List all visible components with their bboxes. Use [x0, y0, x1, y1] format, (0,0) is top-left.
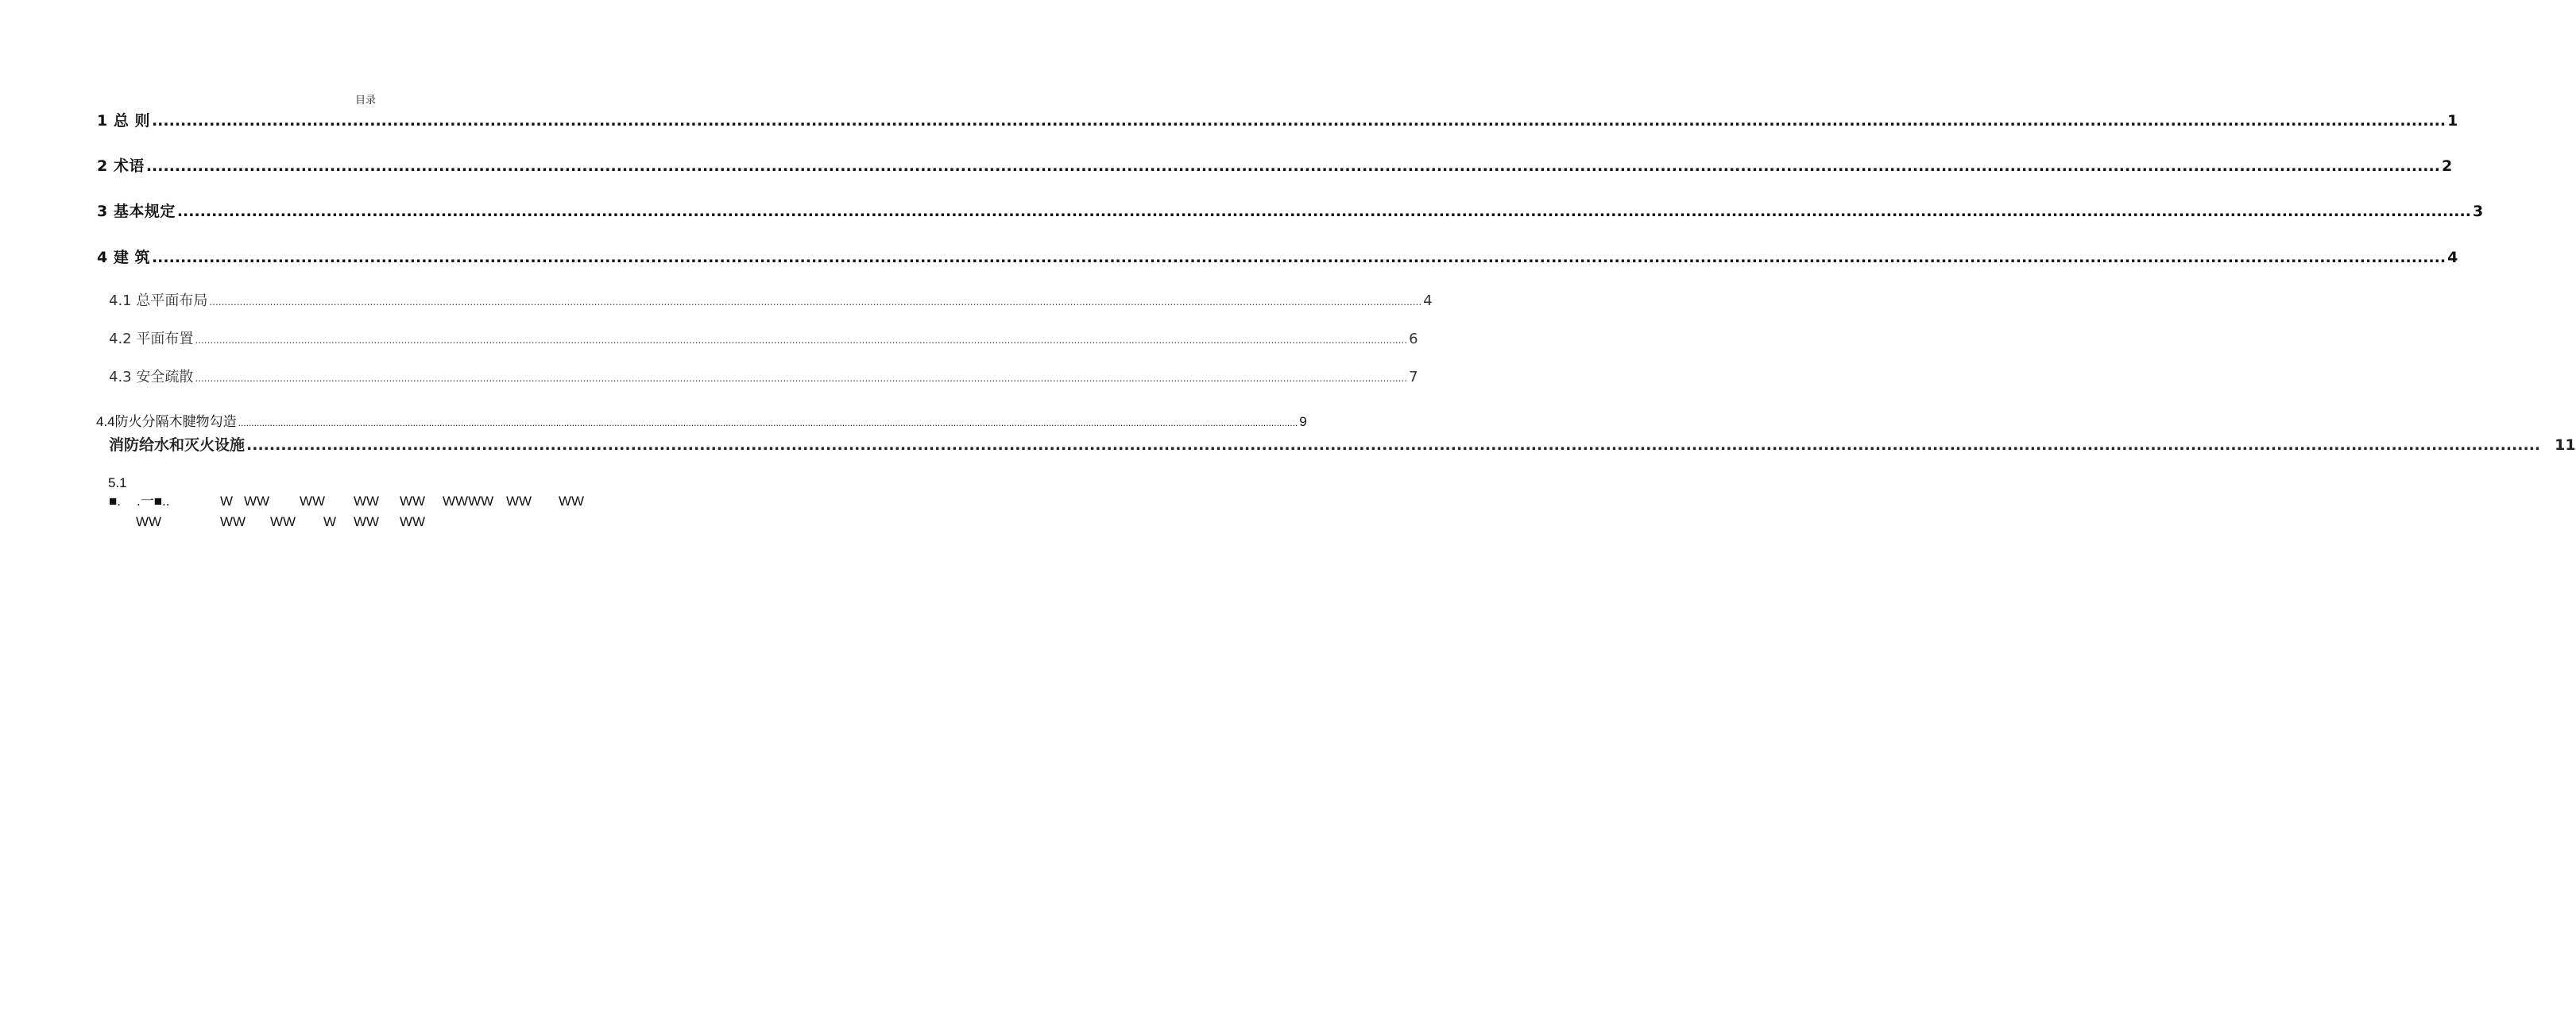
garbled-token: WW [300, 494, 326, 509]
garbled-token: WWWW [443, 494, 494, 509]
toc-leader: ................................................................................................................................................................................................................................................................................................................................................................................................................ [176, 203, 2471, 220]
toc-page-number: 11 [2555, 436, 2576, 454]
toc-leader: ................................................................................................................................................................................................................................................................................................................................................................................................................ [145, 157, 2440, 175]
toc-entry-label: 4.4防火分隔木腱物勾造 [96, 414, 237, 429]
garbled-token: W [220, 494, 234, 509]
garbled-token: .一■.. [137, 494, 170, 509]
toc-entry-4-2[interactable] [109, 327, 1418, 348]
toc-page-number: 6 [1409, 331, 1418, 347]
toc-entry-4-1[interactable] [109, 289, 1433, 310]
toc-entry-label: 4.1 总平面布局 [109, 292, 208, 309]
garbled-token: WW [354, 514, 380, 529]
toc-entry-4[interactable] [97, 246, 2458, 268]
toc-entry-label: 4 建 筑 [97, 249, 150, 266]
toc-leader: ................................................................................................................................................................................................................................................................................................................................................................................................................ [151, 249, 2446, 266]
toc-page-number: 4 [2447, 249, 2458, 266]
toc-entry-label: 3 基本规定 [97, 203, 176, 220]
toc-title: 目录 [354, 95, 376, 106]
garbled-token: WW [270, 514, 296, 529]
toc-page-number: 1 [2447, 112, 2458, 130]
toc-entry-label: 2 术语 [97, 157, 145, 175]
garbled-token: WW [506, 494, 532, 509]
toc-leader: ................................................................................................................................................................................................................................................................................................................................................................................................................ [195, 373, 1408, 384]
toc-entry-4-4[interactable] [96, 410, 1307, 429]
garbled-token: WW [400, 514, 426, 529]
toc-page-number: 9 [1299, 414, 1307, 429]
garbled-token: WW [354, 494, 380, 509]
toc-entry-label: 4.2 平面布置 [109, 331, 194, 347]
garbled-token: WW [400, 494, 426, 509]
toc-entry-4-3[interactable] [109, 366, 1418, 386]
toc-entry-2[interactable] [97, 154, 2453, 176]
toc-entry-1[interactable] [97, 109, 2458, 131]
toc-leader: ................................................................................................................................................................................................................................................................................................................................................................................................................ [209, 296, 1422, 308]
toc-page-number: 3 [2472, 203, 2484, 220]
garbled-token: WW [244, 494, 270, 509]
toc-leader: ................................................................................................................................................................................................................................................................................................................................................................................................................ [246, 436, 2541, 454]
toc-entry-label: 4.3 安全疏散 [109, 369, 194, 385]
toc-page-number: 2 [2441, 157, 2453, 175]
toc-entry-label: 消防给水和灭火设施 [109, 436, 246, 454]
toc-entry-3[interactable] [97, 199, 2484, 222]
toc-leader: ................................................................................................................................................................................................................................................................................................................................................................................................................ [195, 335, 1408, 346]
garbled-token: ■. [109, 494, 121, 509]
garbled-token: WW [559, 494, 585, 509]
garbled-token: WW [220, 514, 246, 529]
toc-entry-label: 1 总 则 [97, 112, 150, 130]
toc-page-number: 4 [1423, 292, 1433, 309]
toc-entry-5[interactable] [109, 433, 2576, 455]
toc-leader: ................................................................................................................................................................................................................................................................................................................................................................................................................ [151, 112, 2446, 130]
garbled-token: W [323, 514, 337, 529]
toc-leader: ................................................................................................................................................................................................................................................................................................................................................................................................................ [238, 417, 1298, 428]
garbled-text-line-2 [0, 513, 731, 531]
section-number: 5.1 [108, 475, 127, 490]
toc-page-number: 7 [1409, 369, 1418, 385]
garbled-text-line-1 [0, 493, 731, 510]
garbled-token: WW [136, 514, 162, 529]
